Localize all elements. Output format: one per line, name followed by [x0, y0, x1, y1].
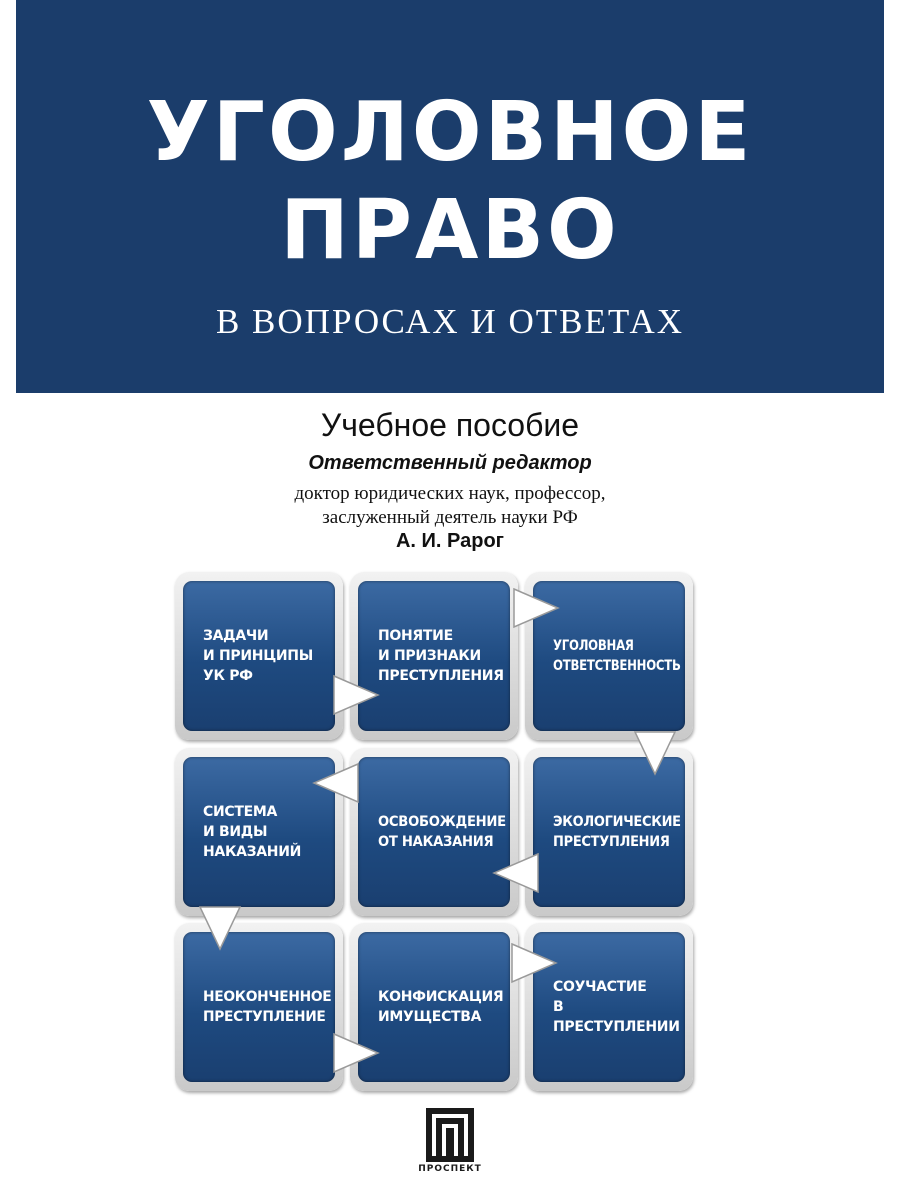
tile-2-label: ПОНЯТИЕ И ПРИЗНАКИ ПРЕСТУПЛЕНИЯ	[378, 628, 504, 684]
tile-8-label: КОНФИСКАЦИЯ ИМУЩЕСТВА	[378, 989, 504, 1025]
arrow-right-1-icon	[330, 672, 382, 718]
editor-name: А. И. Рарог	[395, 530, 504, 552]
tile-6-face	[533, 757, 685, 907]
arrow-down-1-icon	[632, 728, 678, 778]
tile-7-label: НЕОКОНЧЕННОЕ ПРЕСТУПЛЕНИЕ	[203, 989, 332, 1025]
arrow-left-1-icon	[490, 850, 542, 896]
tile-4-label: СИСТЕМА И ВИДЫ НАКАЗАНИЙ	[203, 804, 302, 860]
tile-9-label: СОУЧАСТИЕ В ПРЕСТУПЛЕНИИ	[553, 979, 680, 1035]
tile-1	[175, 572, 343, 740]
tile-1-face	[183, 581, 335, 731]
arrow-right-4-icon	[508, 940, 560, 986]
title-banner	[16, 0, 884, 393]
tile-6-label: ЭКОЛОГИЧЕСКИЕ ПРЕСТУПЛЕНИЯ	[553, 814, 681, 850]
publisher-logo	[402, 1106, 498, 1178]
arrow-down-2-icon	[197, 903, 243, 953]
tile-3-label: УГОЛОВНАЯ ОТВЕТСТВЕННОСТЬ	[553, 638, 681, 674]
editor-degree: доктор юридических наук, профессор,	[294, 483, 606, 504]
arrow-right-3-icon	[330, 1030, 382, 1076]
arrow-right-2-icon	[510, 585, 562, 631]
publisher-logo-icon	[402, 1106, 498, 1164]
subtitle: В ВОПРОСАХ И ОТВЕТАХ	[215, 302, 685, 341]
tile-7-face	[183, 932, 335, 1082]
tile-1-label: ЗАДАЧИ И ПРИНЦИПЫ УК РФ	[203, 628, 313, 684]
arrow-left-2-icon	[310, 760, 362, 806]
editor-role: Ответственный редактор	[308, 452, 592, 474]
tile-5-label: ОСВОБОЖДЕНИЕ ОТ НАКАЗАНИЯ	[378, 814, 506, 850]
editor-title: заслуженный деятель науки РФ	[322, 507, 578, 528]
title-line-1: УГОЛОВНОЕ	[146, 85, 754, 180]
title-line-2: ПРАВО	[280, 183, 620, 278]
publisher-name: ПРОСПЕКТ	[418, 1164, 482, 1174]
book-type: Учебное пособие	[320, 407, 580, 443]
tile-5-face	[358, 757, 510, 907]
